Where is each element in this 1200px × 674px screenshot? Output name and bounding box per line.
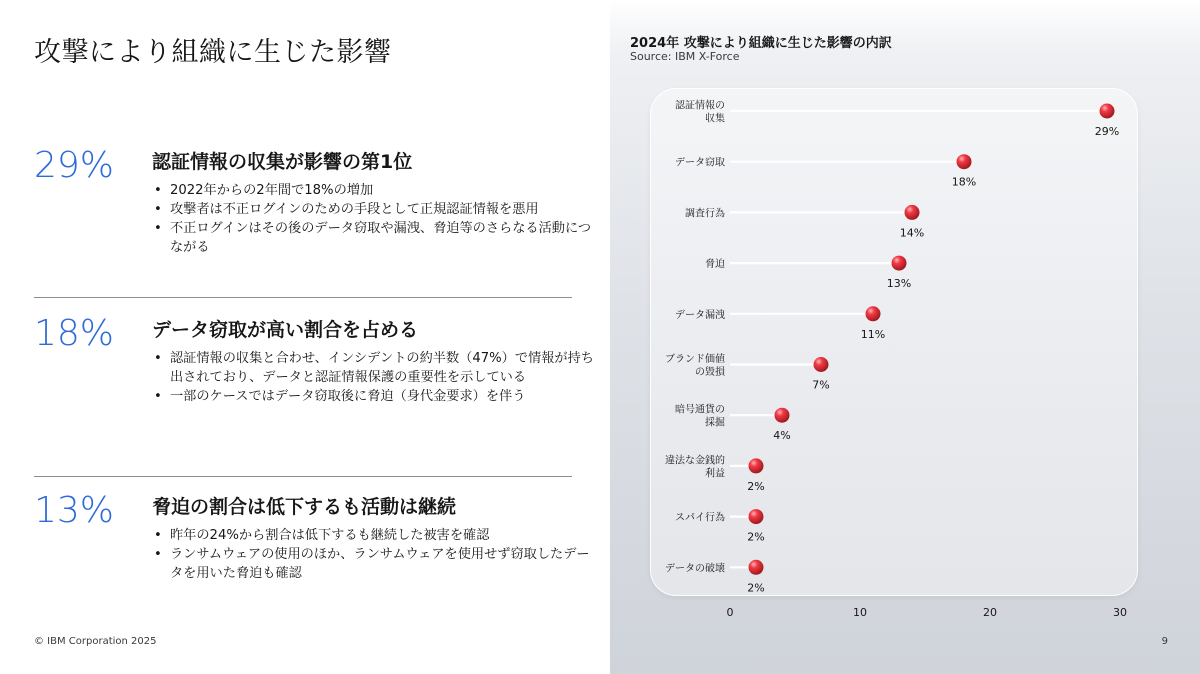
data-point: [749, 560, 764, 575]
data-point: [749, 458, 764, 473]
chart-title: 2024年 攻撃により組織に生じた影響の内訳: [630, 36, 892, 51]
section-1-heading: 認証情報の収集が影響の第1位: [152, 151, 413, 173]
value-label: 29%: [1094, 125, 1120, 138]
section-3-percent: 13%: [34, 490, 115, 531]
value-label: 14%: [899, 226, 925, 240]
bullet: • ランサムウェアの使用のほか、ランサムウェアを使用せず窃取したデータを用いた脅迫も確認: [152, 545, 597, 583]
category-label: スパイ行為: [675, 512, 725, 524]
x-tick-label: 30: [1113, 606, 1127, 619]
bullet: • 不正ログインはその後のデータ窃取や漏洩、脅迫等のさらなる活動につながる: [152, 219, 597, 257]
bullet: • 攻撃者は不正ログインのための手段として正規認証情報を悪用: [152, 200, 597, 219]
category-label: 違法な金銭的: [665, 455, 725, 467]
data-point: [749, 509, 764, 524]
data-point: [1100, 104, 1115, 119]
category-label: 脅迫: [705, 259, 725, 271]
category-label: 採掘: [705, 417, 725, 429]
section-3-heading: 脅迫の割合は低下するも活動は継続: [152, 496, 457, 518]
category-label: 収集: [705, 113, 725, 125]
data-point: [814, 357, 829, 372]
bullet: • 昨年の24%から割合は低下するも継続した被害を確認: [152, 526, 597, 545]
value-label: 13%: [886, 277, 912, 291]
category-label: データ窃取: [675, 157, 725, 169]
category-label: 暗号通貨の: [675, 404, 725, 416]
value-label: 2%: [747, 530, 765, 544]
data-point: [866, 306, 881, 321]
value-label: 11%: [860, 327, 886, 341]
value-label: 7%: [812, 378, 830, 392]
x-tick-label: 0: [726, 606, 734, 619]
bullet: • 認証情報の収集と合わせ、インシデントの約半数（47%）で情報が持ち出されており、データと認証情報保護の重要性を示している: [152, 349, 597, 387]
bullet: • 2022年からの2年間で18%の増加: [152, 181, 597, 200]
value-label: 2%: [747, 581, 765, 595]
value-label: 2%: [747, 479, 765, 493]
x-tick-label: 20: [983, 606, 997, 619]
page-number: 9: [1161, 636, 1168, 647]
data-point: [775, 408, 790, 423]
data-point: [892, 256, 907, 271]
bullet: • 一部のケースではデータ窃取後に脅迫（身代金要求）を伴う: [152, 387, 597, 406]
category-label: 利益: [705, 468, 725, 480]
chart-source: Source: IBM X-Force: [630, 50, 740, 63]
value-label: 18%: [951, 175, 977, 189]
category-label: の毀損: [695, 367, 725, 378]
data-point: [957, 154, 972, 169]
x-tick-label: 10: [853, 606, 867, 619]
category-label: データ漏洩: [675, 309, 725, 321]
section-2-percent: 18%: [34, 313, 115, 354]
data-point: [905, 205, 920, 220]
copyright-footer: © IBM Corporation 2025: [34, 636, 157, 647]
section-1-percent: 29%: [34, 145, 115, 186]
section-2-heading: データ窃取が高い割合を占める: [152, 319, 419, 341]
category-label: データの破壊: [665, 563, 725, 575]
category-label: 認証情報の: [675, 100, 725, 112]
page-title: 攻撃により組織に生じた影響: [34, 37, 392, 68]
value-label: 4%: [773, 429, 791, 443]
category-label: ブランド価値: [665, 354, 725, 365]
category-label: 調査行為: [685, 208, 725, 220]
